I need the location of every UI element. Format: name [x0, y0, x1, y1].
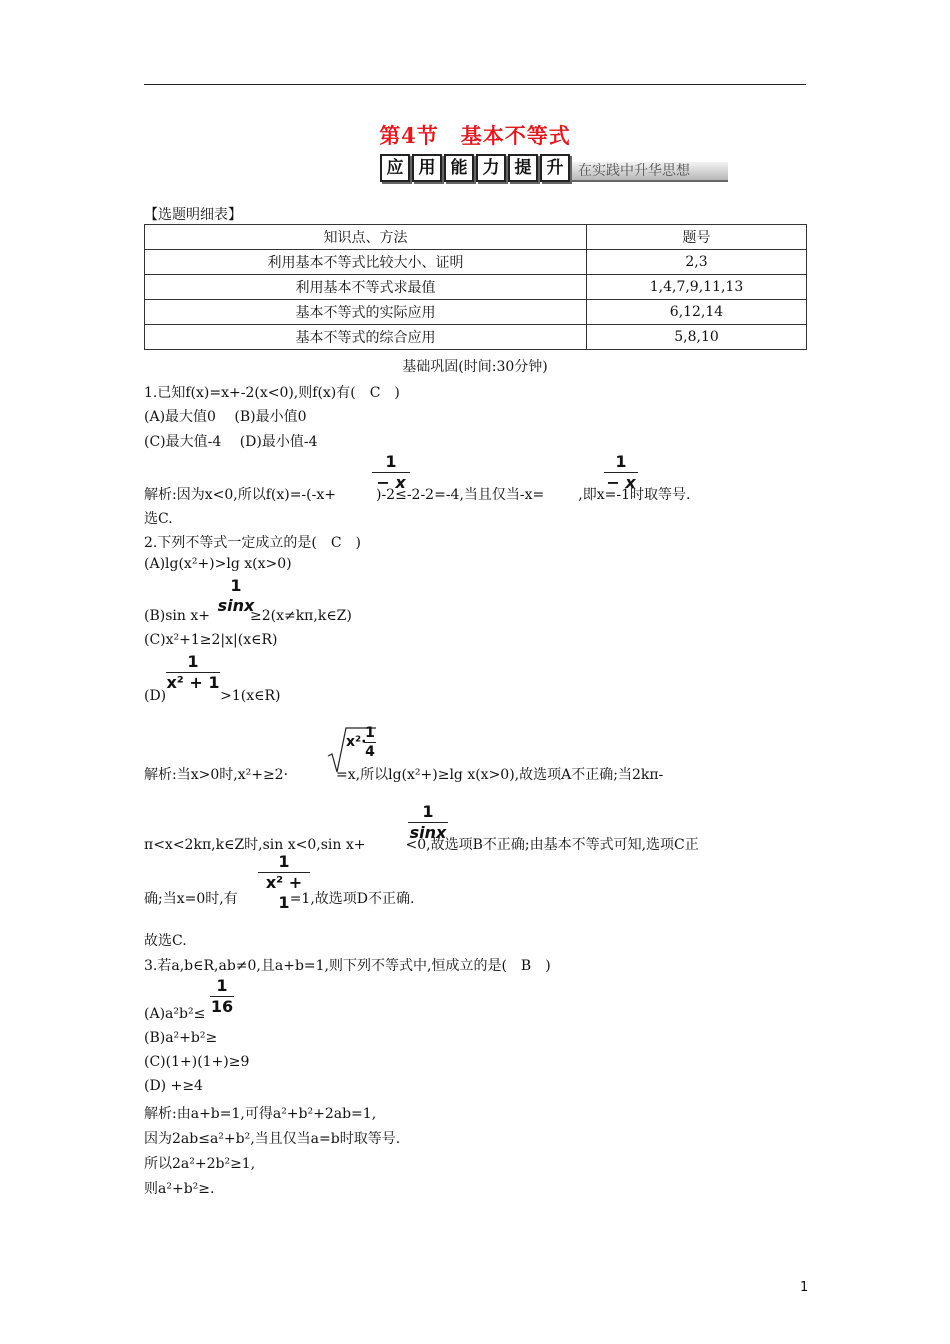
- numbers-cell: 6,12,14: [587, 300, 807, 325]
- numerator: 1: [385, 452, 397, 471]
- denominator: 4: [365, 744, 375, 760]
- table-header-row: [145, 225, 807, 250]
- numerator: 1: [365, 725, 375, 741]
- q1-options-ab: (A)最大值0 (B)最小值0: [144, 409, 307, 425]
- numerator: 1: [278, 852, 290, 871]
- q2-option-d: [144, 688, 281, 704]
- q2-solution-end: 故选C.: [144, 933, 187, 949]
- q2-solution-line3: [144, 888, 414, 908]
- q2-option-d-fraction: [166, 652, 220, 693]
- q2-option-b-suffix: ≥2(x≠kπ,k∈Z): [249, 608, 352, 624]
- numbers-cell: 5,8,10: [587, 325, 807, 350]
- denominator: − x: [604, 472, 638, 493]
- q1-solution-line: [144, 484, 690, 504]
- q2-option-d-prefix: (D): [144, 688, 167, 704]
- header-rule: [144, 84, 806, 85]
- header-topic: 知识点、方法: [145, 225, 587, 250]
- denominator: x² + 1: [258, 872, 310, 913]
- numerator: 1: [422, 802, 434, 821]
- numbers-cell: 1,4,7,9,11,13: [587, 275, 807, 300]
- q2-sol1-prefix: 解析:当x>0时,x²+≥2·: [144, 767, 289, 783]
- q3-option-b: (B)a²+b²≥: [144, 1030, 218, 1046]
- q1-sol-part2: )-2≤-2-2=-4,当且仅当-x=: [375, 487, 545, 503]
- q1-stem: 1.已知f(x)=x+-2(x<0),则f(x)有( C ): [144, 385, 400, 401]
- section-heading: 基础巩固(时间:30分钟): [402, 359, 548, 375]
- banner-char: 能: [444, 154, 474, 182]
- numbers-cell: 2,3: [587, 250, 807, 275]
- numerator: 1: [216, 976, 228, 995]
- q3-solution-line1: 解析:由a+b=1,可得a²+b²+2ab=1,: [144, 1106, 377, 1122]
- section-banner: [380, 154, 728, 182]
- banner-char: 升: [540, 154, 570, 182]
- banner-tagline: 在实践中升华思想: [572, 162, 728, 182]
- q1-solution-end: 选C.: [144, 511, 173, 527]
- banner-char: 用: [412, 154, 442, 182]
- topic-cell: 利用基本不等式比较大小、证明: [145, 250, 587, 275]
- header-numbers: 题号: [587, 225, 807, 250]
- table-row: [145, 325, 807, 350]
- q2-stem: 2.下列不等式一定成立的是( C ): [144, 535, 361, 551]
- topic-cell: 利用基本不等式求最值: [145, 275, 587, 300]
- q2-solution-line1: [144, 764, 663, 784]
- radicand-base: x²·: [346, 734, 367, 750]
- q3-stem: 3.若a,b∈R,ab≠0,且a+b=1,则下列不等式中,恒成立的是( B ): [144, 958, 551, 974]
- denominator: x² + 1: [166, 673, 220, 692]
- page-title: 第4节 基本不等式: [379, 123, 571, 148]
- q2-sol3-suffix: =1,故选项D不正确.: [289, 891, 415, 907]
- radicand-fraction: [364, 724, 376, 761]
- q3-solution-line3: 所以2a²+2b²≥1,: [144, 1156, 256, 1172]
- banner-char: 应: [380, 154, 410, 182]
- banner-char: 力: [476, 154, 506, 182]
- denominator: sinx: [409, 823, 447, 842]
- q2-option-b-prefix: (B)sin x+: [144, 608, 210, 624]
- page-number: 1: [800, 1280, 809, 1295]
- denominator: sinx: [217, 596, 255, 615]
- q2-sol3-prefix: 确;当x=0时,有: [144, 891, 238, 907]
- q2-sol2-suffix: <0,故选项B不正确;由基本不等式可知,选项C正: [405, 837, 699, 853]
- q3-option-c: (C)(1+)(1+)≥9: [144, 1054, 250, 1070]
- q2-option-b: [144, 608, 352, 624]
- q3-option-a-fraction: [210, 976, 234, 1017]
- denominator: 16: [210, 997, 234, 1016]
- q2-solution-line2: [144, 834, 699, 854]
- q3-solution-line2: 因为2ab≤a²+b²,当且仅当a=b时取等号.: [144, 1131, 401, 1147]
- q2-option-d-suffix: >1(x∈R): [220, 688, 281, 704]
- topic-table: [144, 224, 807, 350]
- q1-options-cd: (C)最大值-4 (D)最小值-4: [144, 434, 318, 450]
- topic-cell: 基本不等式的实际应用: [145, 300, 587, 325]
- table-caption: 【选题明细表】: [144, 207, 242, 223]
- denominator: − x: [372, 472, 410, 493]
- q3-option-a: (A)a²b²≤: [144, 1006, 206, 1022]
- q1-sol-part1: 解析:因为x<0,所以f(x)=-(-x+: [144, 487, 336, 503]
- table-row: [145, 300, 807, 325]
- q3-solution-line4: 则a²+b²≥.: [144, 1181, 215, 1197]
- table-row: [145, 250, 807, 275]
- topic-cell: 基本不等式的综合应用: [145, 325, 587, 350]
- numerator: 1: [615, 452, 627, 471]
- q2-option-c: (C)x²+1≥2|x|(x∈R): [144, 632, 278, 648]
- numerator: 1: [230, 576, 242, 595]
- numerator: 1: [187, 652, 199, 671]
- q2-sol2-prefix: π<x<2kπ,k∈Z时,sin x<0,sin x+: [144, 837, 366, 853]
- q2-sol1-suffix: =x,所以lg(x²+)≥lg x(x>0),故选项A不正确;当2kπ-: [336, 767, 664, 783]
- q2-option-a: (A)lg(x²+)>lg x(x>0): [144, 556, 292, 572]
- q1-sol-part3: ,即x=-1时取等号.: [578, 487, 691, 503]
- q3-option-d: (D) +≥4: [144, 1078, 203, 1094]
- banner-char: 提: [508, 154, 538, 182]
- table-row: [145, 275, 807, 300]
